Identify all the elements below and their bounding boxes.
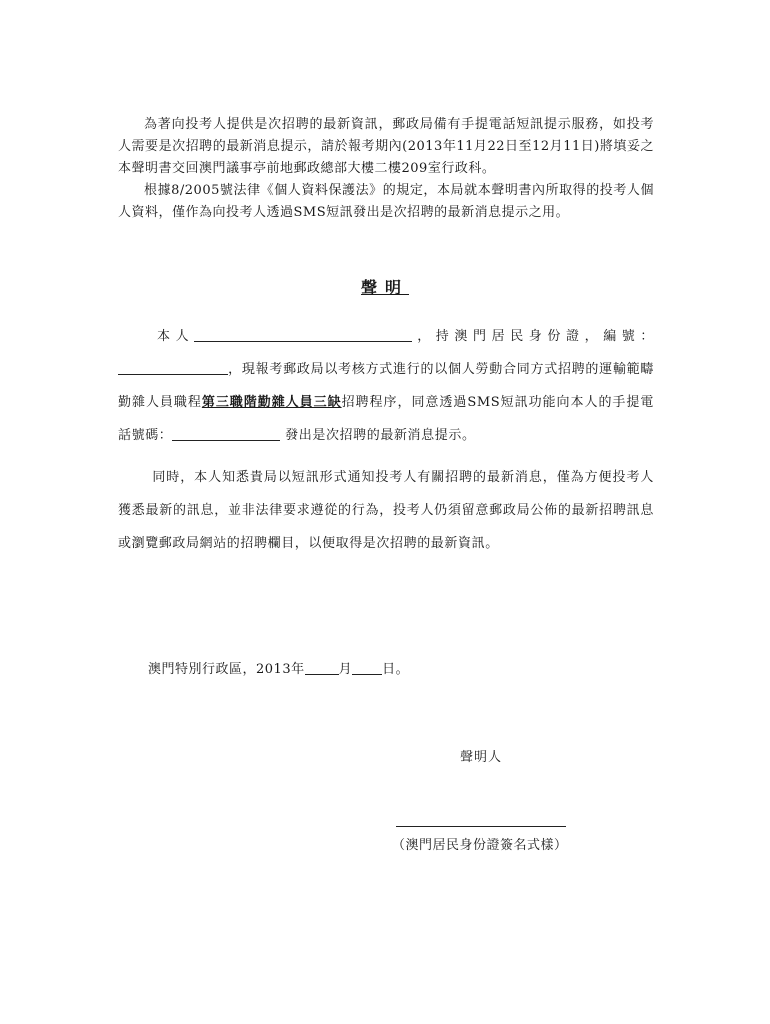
declarant-prefix: 本人	[152, 329, 195, 344]
consent-text: 招聘程序，同意透過SMS短訊功能向本人的手提電話號碼：	[118, 395, 654, 443]
signer-label: 聲明人	[460, 750, 503, 765]
month-label: 月	[338, 662, 353, 677]
declaration-paragraph-2	[118, 461, 654, 560]
date-line	[148, 658, 409, 677]
intro-paragraph-2: 根據8/2005號法律《個人資料保護法》的規定，本局就本聲明書內所取得的投考人個人資料，僅作為向投考人透過SMS短訊發出是次招聘的最新消息提示之用。	[118, 183, 654, 220]
signature-line[interactable]	[396, 826, 566, 827]
day-label: 日。	[382, 662, 410, 677]
name-blank[interactable]	[194, 327, 412, 342]
intro-section	[118, 114, 654, 224]
date-prefix: 澳門特別行政區，2013年	[148, 662, 305, 677]
notification-text: 發出是次招聘的最新消息提示。	[285, 428, 476, 443]
position-title: 第三職階勤雜人員三缺	[201, 395, 342, 410]
signature-caption: （澳門居民身份證簽名式樣）	[392, 838, 568, 853]
acknowledgement-text: 同時，本人知悉貴局以短訊形式通知投考人有關招聘的最新消息，僅為方便投考人獲悉最新的訊息，並非法律要求遵從的行為，投考人仍須留意郵政局公佈的最新招聘訊息或瀏覽郵政局網站的招聘欄目，以便取得是次招聘的最新資訊。	[118, 470, 654, 551]
month-blank[interactable]	[305, 660, 339, 675]
phone-number-blank[interactable]	[172, 426, 280, 441]
intro-paragraph-1: 為著向投考人提供是次招聘的最新資訊，郵政局備有手提電話短訊提示服務，如投考人需要是次招聘的最新消息提示，請於報考期內(2013年11月22日至12月11日)將填妥之本聲明書交回澳門議事亭前地郵政總部大樓二樓209室行政科。	[118, 117, 654, 176]
application-text: ，現報考郵政局以考核方式進行的以個人勞動合同方式招聘的運輸範疇勤雜人員職程	[118, 362, 654, 410]
declaration-title: 聲明	[360, 278, 409, 297]
id-card-text: ，持澳門居民身份證，編號：	[412, 329, 654, 344]
declaration-body	[118, 320, 654, 569]
declaration-paragraph-1	[118, 320, 654, 452]
id-number-blank[interactable]	[118, 360, 228, 375]
day-blank[interactable]	[352, 660, 382, 675]
